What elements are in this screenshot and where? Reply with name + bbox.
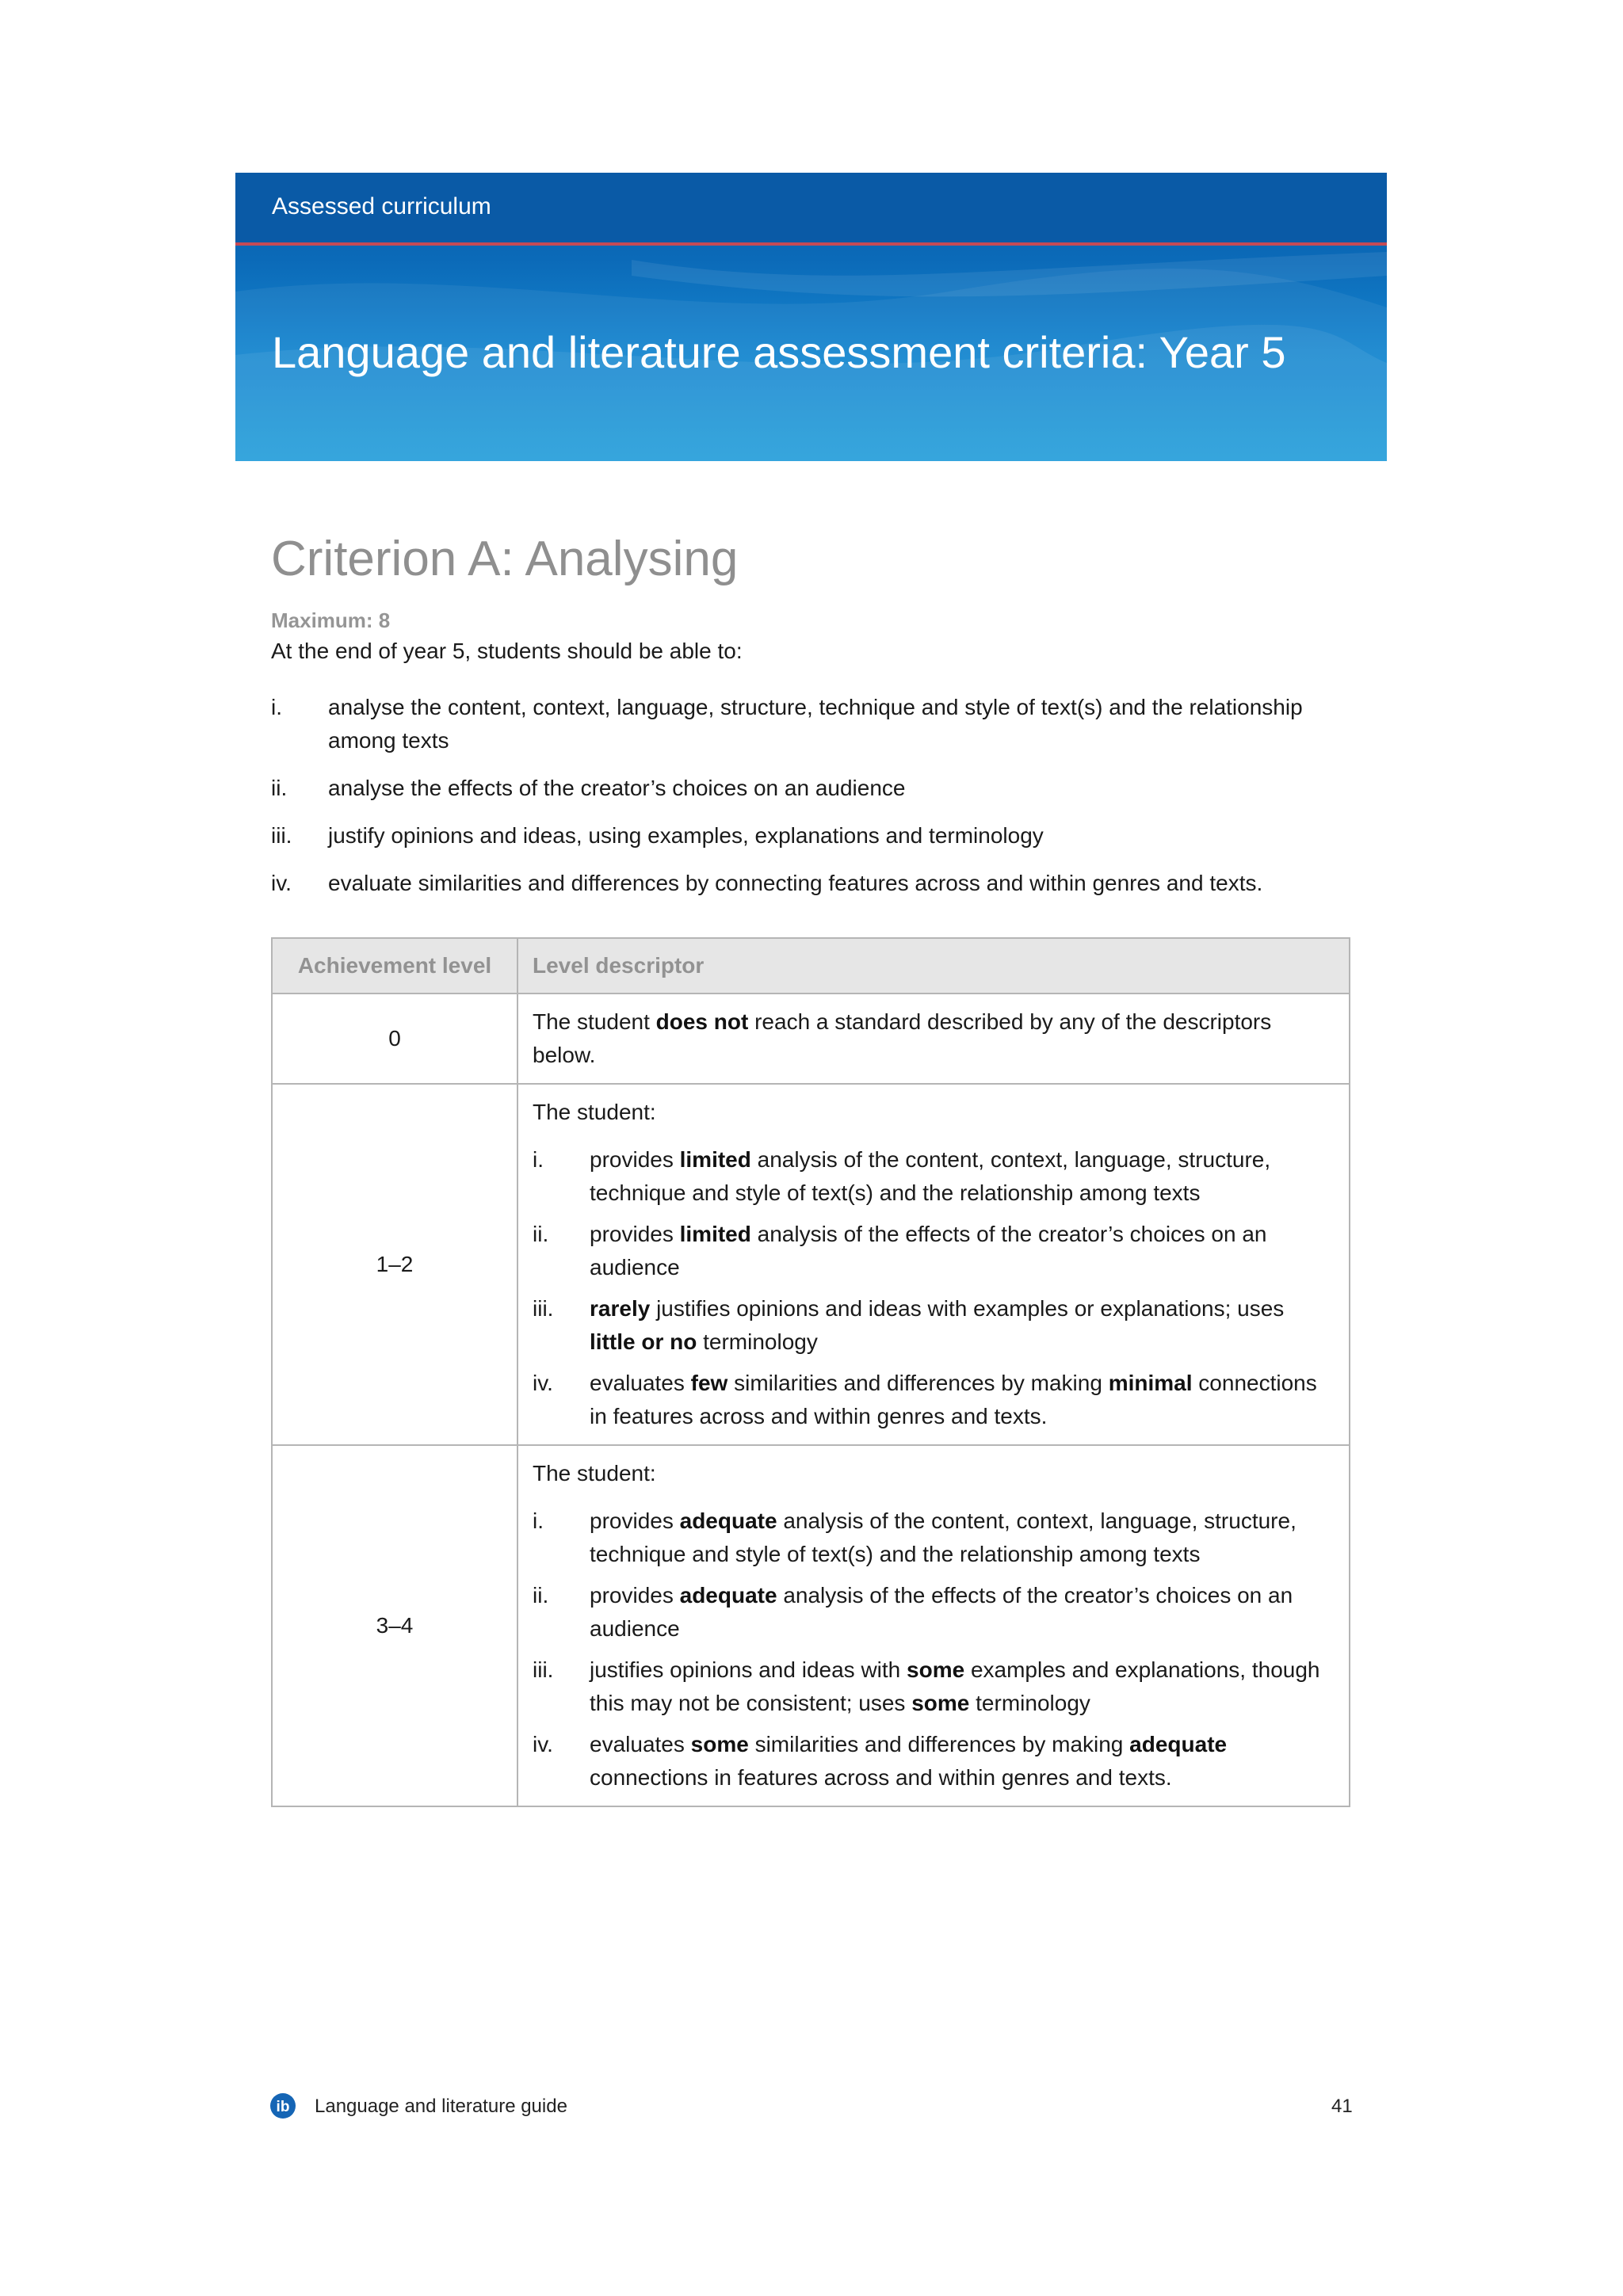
header-banner: [235, 173, 1387, 461]
table-row: [272, 1084, 1350, 1445]
emphasis-text: does not: [655, 1009, 749, 1034]
criterion-title: Criterion A: Analysing: [271, 532, 739, 586]
emphasis-text: adequate: [1129, 1732, 1228, 1756]
descriptor-cell: [517, 994, 1350, 1084]
emphasis-text: some: [907, 1657, 965, 1682]
banner-divider: [235, 242, 1387, 246]
emphasis-text: some: [911, 1691, 970, 1715]
objective-item: [271, 691, 1357, 757]
assessment-table: [271, 937, 1350, 1807]
emphasis-text: limited: [679, 1147, 751, 1172]
achievement-level-cell: 0: [272, 994, 517, 1084]
descriptor-item-text: provides limited analysis of the effects of the creator’s choices on an audience: [590, 1222, 1267, 1280]
emphasis-text: few: [690, 1371, 728, 1395]
objective-text: justify opinions and ideas, using examples, explanations and terminology: [328, 823, 1044, 848]
descriptor-item: [533, 1218, 1335, 1284]
descriptor-lead: The student:: [533, 1100, 656, 1124]
descriptor-item: [533, 1367, 1335, 1433]
table-row: [272, 994, 1350, 1084]
descriptor-item-text: provides adequate analysis of the content, context, language, structure, technique and style of text(s) and the relationship among texts: [590, 1508, 1296, 1566]
descriptor-item-number: i.: [533, 1147, 544, 1172]
descriptor-item: [533, 1579, 1335, 1646]
emphasis-text: adequate: [679, 1508, 777, 1533]
descriptor-item: [533, 1728, 1335, 1794]
objective-number: ii.: [271, 776, 288, 800]
descriptor-item-number: ii.: [533, 1583, 549, 1608]
objectives-list: [271, 691, 1357, 914]
descriptor-text: The student does not reach a standard described by any of the descriptors below.: [533, 1009, 1272, 1067]
emphasis-text: rarely: [590, 1296, 651, 1321]
descriptor-item-text: justifies opinions and ideas with some examples and explanations, though this may not be consistent; uses some terminology: [590, 1657, 1320, 1715]
footer-guide-title: Language and literature guide: [315, 2096, 567, 2117]
ib-logo-icon: [269, 2092, 296, 2119]
objective-item: [271, 867, 1357, 900]
objective-text: analyse the content, context, language, structure, technique and style of text(s) and the relationship among texts: [328, 695, 1303, 753]
descriptor-cell: [517, 1445, 1350, 1806]
descriptor-item-text: rarely justifies opinions and ideas with examples or explanations; uses little or no terminology: [590, 1296, 1285, 1354]
achievement-level-cell: 3–4: [272, 1445, 517, 1806]
descriptor-item: [533, 1653, 1335, 1720]
table-header-row: [272, 938, 1350, 994]
emphasis-text: some: [690, 1732, 749, 1756]
descriptor-item-number: iii.: [533, 1657, 554, 1682]
descriptor-item: [533, 1292, 1335, 1359]
descriptor-item-text: provides adequate analysis of the effects of the creator’s choices on an audience: [590, 1583, 1293, 1641]
header-level-descriptor: Level descriptor: [517, 938, 1350, 994]
descriptor-cell: [517, 1084, 1350, 1445]
emphasis-text: adequate: [679, 1583, 777, 1608]
emphasis-text: little or no: [590, 1329, 697, 1354]
objective-item: [271, 772, 1357, 805]
descriptor-item-text: provides limited analysis of the content, context, language, structure, technique and style of text(s) and the relationship among texts: [590, 1147, 1271, 1205]
table-row: [272, 1445, 1350, 1806]
descriptor-item: [533, 1505, 1335, 1571]
header-achievement-level: Achievement level: [272, 938, 517, 994]
maximum-score: Maximum: 8: [271, 608, 391, 632]
descriptor-item-text: evaluates some similarities and differences by making adequate connections in features across and within genres and texts.: [590, 1732, 1228, 1790]
descriptor-item-number: iii.: [533, 1296, 554, 1321]
descriptor-item-text: evaluates few similarities and differences by making minimal connections in features across and within genres and texts.: [590, 1371, 1317, 1428]
section-label: Assessed curriculum: [272, 193, 491, 219]
objective-number: iii.: [271, 823, 292, 848]
objective-item: [271, 819, 1357, 852]
svg-text:ib: ib: [276, 2099, 290, 2115]
descriptor-item-number: iv.: [533, 1732, 553, 1756]
objective-number: i.: [271, 695, 282, 719]
page-number: 41: [1331, 2096, 1353, 2117]
objective-text: evaluate similarities and differences by connecting features across and within genres and texts.: [328, 871, 1263, 895]
intro-text: At the end of year 5, students should be able to:: [271, 639, 743, 663]
achievement-level-cell: 1–2: [272, 1084, 517, 1445]
objective-number: iv.: [271, 871, 292, 895]
objective-text: analyse the effects of the creator’s choices on an audience: [328, 776, 906, 800]
emphasis-text: minimal: [1108, 1371, 1193, 1395]
page-title: Language and literature assessment criteria: Year 5: [272, 327, 1286, 377]
descriptor-item-number: ii.: [533, 1222, 549, 1246]
descriptor-item-number: iv.: [533, 1371, 553, 1395]
descriptor-item: [533, 1143, 1335, 1210]
descriptor-lead: The student:: [533, 1461, 656, 1486]
descriptor-item-number: i.: [533, 1508, 544, 1533]
emphasis-text: limited: [679, 1222, 751, 1246]
